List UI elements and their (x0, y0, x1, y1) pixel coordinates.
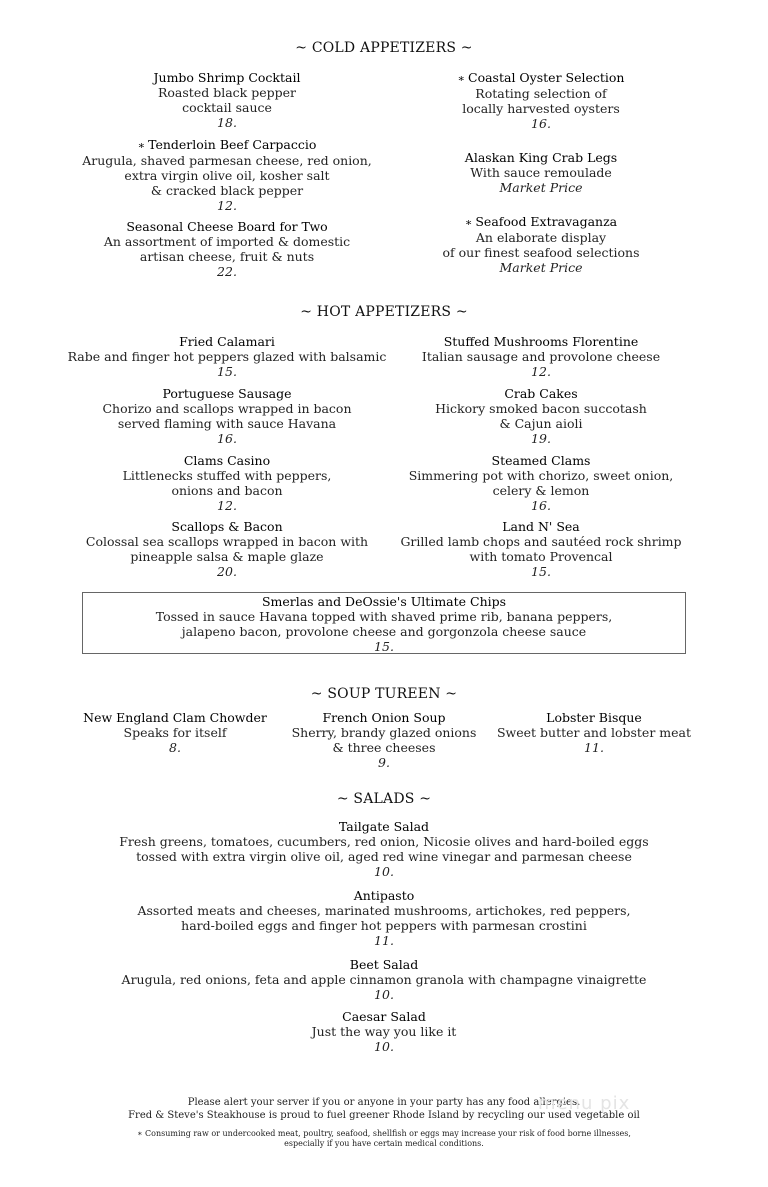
item-name: Crab Cakes (504, 386, 578, 401)
item-name: Caesar Salad (342, 1009, 426, 1024)
item-desc: Littlenecks stuffed with peppers, (122, 468, 332, 483)
menu-item (474, 710, 714, 755)
watermark-logo: menu pix (538, 1093, 631, 1114)
menu-item (0, 819, 768, 879)
item-name: Steamed Clams (491, 453, 591, 468)
item-desc: Grilled lamb chops and sautéed rock shrimp (400, 534, 682, 549)
item-desc: Fresh greens, tomatoes, cucumbers, red onion, Nicosie olives and hard-boiled eggs (119, 834, 649, 849)
item-desc: Rotating selection of (475, 86, 607, 101)
item-desc: Speaks for itself (123, 725, 227, 740)
item-price: 15. (374, 639, 394, 654)
menu-item (394, 214, 688, 275)
star-icon: ∗ (137, 139, 146, 152)
item-name: French Onion Soup (322, 710, 446, 725)
item-desc: of our finest seafood selections (442, 245, 640, 260)
item-desc: With sauce remoulade (470, 165, 612, 180)
item-desc: Simmering pot with chorizo, sweet onion, (408, 468, 674, 483)
menu-item (0, 888, 768, 948)
item-price: 12. (217, 498, 237, 513)
item-desc: Tossed in sauce Havana topped with shaved prime rib, banana peppers, (155, 609, 613, 624)
consumption-warning-cont: especially if you have certain medical conditions. (284, 1139, 484, 1148)
item-price: 12. (531, 364, 551, 379)
item-price: 8. (169, 740, 181, 755)
item-price: 10. (374, 987, 394, 1002)
menu-item (394, 453, 688, 513)
menu-item (60, 519, 394, 579)
item-desc: pineapple salsa & maple glaze (130, 549, 324, 564)
item-desc: Rabe and finger hot peppers glazed with balsamic (67, 349, 387, 364)
menu-item (394, 386, 688, 446)
menu-item (264, 710, 504, 770)
item-desc: hard-boiled eggs and finger hot peppers with parmesan crostini (181, 918, 587, 933)
star-icon: ∗ (457, 72, 466, 85)
menu-item (394, 519, 688, 579)
section-title-cold-appetizers: ~ COLD APPETIZERS ~ (295, 40, 473, 56)
section-title-soup-tureen: ~ SOUP TUREEN ~ (310, 686, 458, 702)
item-desc: served flaming with sauce Havana (117, 416, 337, 431)
item-name: Portuguese Sausage (162, 386, 292, 401)
featured-menu-item (82, 594, 686, 654)
item-desc: & cracked black pepper (150, 183, 304, 198)
menu-item (60, 219, 394, 279)
item-name: Tailgate Salad (338, 819, 430, 834)
item-desc: Assorted meats and cheeses, marinated mushrooms, artichokes, red peppers, (137, 903, 631, 918)
item-desc: Roasted black pepper (158, 85, 296, 100)
star-icon: ∗ (464, 216, 473, 229)
item-price: 15. (217, 364, 237, 379)
item-desc: jalapeno bacon, provolone cheese and gorgonzola cheese sauce (181, 624, 587, 639)
item-name: Seafood Extravaganza (475, 214, 618, 229)
item-desc: Sherry, brandy glazed onions (291, 725, 477, 740)
menu-item (60, 386, 394, 446)
item-desc: Sweet butter and lobster meat (496, 725, 691, 740)
item-name: Scallops & Bacon (171, 519, 283, 534)
item-name: Jumbo Shrimp Cocktail (153, 70, 301, 85)
item-price: 9. (378, 755, 390, 770)
item-name: Smerlas and DeOssie's Ultimate Chips (261, 594, 507, 609)
item-desc: Colossal sea scallops wrapped in bacon with (85, 534, 369, 549)
item-price: 22. (217, 264, 237, 279)
item-price: Market Price (499, 260, 583, 275)
item-price: 16. (531, 116, 551, 131)
item-desc: celery & lemon (492, 483, 590, 498)
menu-item (394, 70, 688, 131)
item-desc: extra virgin olive oil, kosher salt (124, 168, 330, 183)
item-desc: Hickory smoked bacon succotash (435, 401, 647, 416)
menu-item (394, 150, 688, 195)
item-name: Antipasto (353, 888, 415, 903)
item-price: 15. (531, 564, 551, 579)
recycling-notice: Fred & Steve's Steakhouse is proud to fuel greener Rhode Island by recycling our used vegetable oil (128, 1110, 640, 1121)
item-price: 12. (217, 198, 237, 213)
item-desc: with tomato Provencal (469, 549, 613, 564)
menu-item (0, 1009, 768, 1054)
item-name: Seasonal Cheese Board for Two (126, 219, 328, 234)
menu-item (60, 334, 394, 379)
item-price: 18. (217, 115, 237, 130)
item-name: New England Clam Chowder (83, 710, 267, 725)
menu-item (394, 334, 688, 379)
item-desc: cocktail sauce (182, 100, 272, 115)
item-name: Stuffed Mushrooms Florentine (443, 334, 639, 349)
item-price: 10. (374, 864, 394, 879)
item-desc: An elaborate display (475, 230, 607, 245)
item-price: 11. (584, 740, 604, 755)
item-desc: onions and bacon (171, 483, 283, 498)
item-price: 11. (374, 933, 394, 948)
section-title-hot-appetizers: ~ HOT APPETIZERS ~ (300, 304, 468, 320)
item-name: Tenderloin Beef Carpaccio (148, 137, 317, 152)
item-name: Beet Salad (349, 957, 419, 972)
item-desc: Arugula, shaved parmesan cheese, red onion, (82, 153, 372, 168)
item-desc: Just the way you like it (311, 1024, 457, 1039)
item-price: Market Price (499, 180, 583, 195)
item-desc: Chorizo and scallops wrapped in bacon (102, 401, 352, 416)
menu-item (60, 453, 394, 513)
allergy-notice: Please alert your server if you or anyone in your party has any food allergies. (187, 1097, 581, 1108)
item-name: Lobster Bisque (546, 710, 642, 725)
section-title-salads: ~ SALADS ~ (336, 791, 432, 807)
item-name: Alaskan King Crab Legs (464, 150, 618, 165)
item-desc: artisan cheese, fruit & nuts (139, 249, 315, 264)
item-desc: & three cheeses (332, 740, 436, 755)
item-desc: An assortment of imported & domestic (103, 234, 351, 249)
item-price: 16. (217, 431, 237, 446)
item-name: Clams Casino (183, 453, 271, 468)
item-desc: & Cajun aioli (499, 416, 583, 431)
item-desc: Arugula, red onions, feta and apple cinnamon granola with champagne vinaigrette (121, 972, 647, 987)
consumption-warning: ∗ Consuming raw or undercooked meat, poultry, seafood, shellfish or eggs may increase your risk of food borne illnesses, (137, 1129, 631, 1138)
item-desc: Italian sausage and provolone cheese (421, 349, 661, 364)
item-name: Coastal Oyster Selection (468, 70, 625, 85)
item-price: 19. (531, 431, 551, 446)
menu-item (60, 70, 394, 130)
item-name: Land N' Sea (502, 519, 580, 534)
menu-item (60, 137, 394, 213)
item-price: 10. (374, 1039, 394, 1054)
menu-item (0, 957, 768, 1002)
item-desc: tossed with extra virgin olive oil, aged red wine vinegar and parmesan cheese (136, 849, 632, 864)
item-price: 20. (217, 564, 237, 579)
item-price: 16. (531, 498, 551, 513)
item-desc: locally harvested oysters (462, 101, 620, 116)
item-name: Fried Calamari (179, 334, 275, 349)
